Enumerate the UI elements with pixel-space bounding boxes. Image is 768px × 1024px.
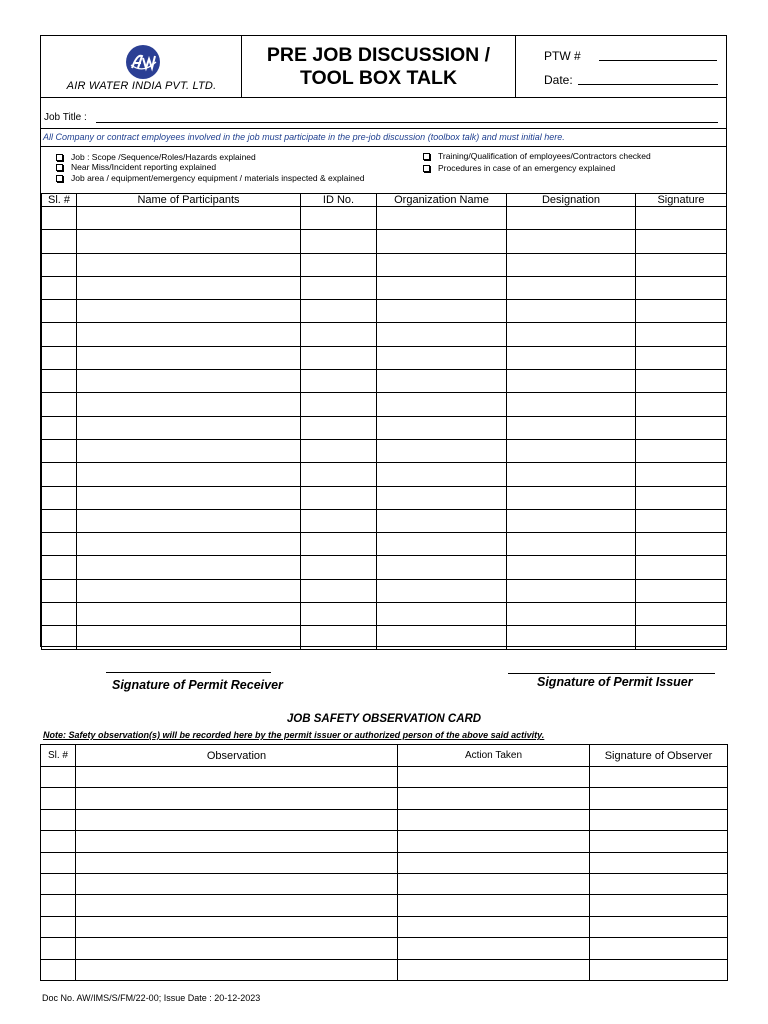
table-cell[interactable] (41, 916, 76, 937)
table-cell[interactable] (377, 579, 507, 602)
checkbox-icon[interactable] (56, 175, 63, 182)
table-cell[interactable] (590, 767, 728, 788)
table-cell[interactable] (377, 509, 507, 532)
observation-table (40, 744, 728, 981)
job-title-field[interactable] (96, 122, 718, 123)
ptw-cell (516, 36, 726, 97)
table-cell[interactable] (636, 230, 727, 253)
participation-notice: All Company or contract employees involved in the job must participate in the pre-job discussion (toolbox talk) and must initial here. (43, 132, 565, 142)
table-cell[interactable] (507, 230, 636, 253)
table-cell[interactable] (377, 486, 507, 509)
table-row (42, 579, 727, 602)
table-cell[interactable] (636, 416, 727, 439)
checklist-item[interactable]: Job : Scope /Sequence/Roles/Hazards explained (56, 152, 256, 162)
table-cell[interactable] (42, 556, 77, 579)
table-cell[interactable] (301, 276, 377, 299)
table-cell[interactable] (76, 916, 398, 937)
table-row (42, 323, 727, 346)
table-row (42, 370, 727, 393)
table-cell[interactable] (42, 463, 77, 486)
table-cell[interactable] (377, 346, 507, 369)
table-row (42, 486, 727, 509)
table-cell[interactable] (301, 579, 377, 602)
table-cell[interactable] (398, 916, 590, 937)
checkbox-icon[interactable] (423, 165, 430, 172)
table-row (42, 276, 727, 299)
table-cell[interactable] (636, 300, 727, 323)
table-row (41, 938, 728, 959)
table-cell[interactable] (636, 556, 727, 579)
table-row (42, 439, 727, 462)
table-cell[interactable] (301, 300, 377, 323)
table-cell[interactable] (301, 439, 377, 462)
table-row (42, 230, 727, 253)
table-cell[interactable] (77, 533, 301, 556)
table-cell[interactable] (398, 788, 590, 809)
table-cell[interactable] (590, 809, 728, 830)
table-cell[interactable] (42, 603, 77, 626)
table-cell[interactable] (76, 767, 398, 788)
table-cell[interactable] (301, 626, 377, 649)
issuer-signature-label: Signature of Permit Issuer (537, 675, 693, 689)
table-cell[interactable] (377, 463, 507, 486)
table-cell[interactable] (377, 626, 507, 649)
table-cell[interactable] (507, 346, 636, 369)
table-cell[interactable] (507, 416, 636, 439)
table-cell[interactable] (77, 603, 301, 626)
table-cell[interactable] (377, 300, 507, 323)
table-cell[interactable] (77, 579, 301, 602)
table-cell[interactable] (301, 323, 377, 346)
table-cell[interactable] (507, 207, 636, 230)
issuer-signature-line[interactable] (508, 673, 715, 674)
table-row (41, 788, 728, 809)
table-cell[interactable] (398, 852, 590, 873)
table-cell[interactable] (301, 393, 377, 416)
table-cell[interactable] (42, 323, 77, 346)
table-row (42, 533, 727, 556)
table-cell[interactable] (301, 230, 377, 253)
table-cell[interactable] (76, 788, 398, 809)
table-cell[interactable] (636, 276, 727, 299)
table-cell[interactable] (77, 370, 301, 393)
table-cell[interactable] (377, 439, 507, 462)
table-cell[interactable] (507, 579, 636, 602)
table-row (42, 556, 727, 579)
table-cell[interactable] (301, 509, 377, 532)
col-sl-no: Sl. # (42, 194, 77, 207)
table-cell[interactable] (636, 509, 727, 532)
table-cell[interactable] (590, 938, 728, 959)
table-cell[interactable] (377, 253, 507, 276)
table-cell[interactable] (76, 831, 398, 852)
table-cell[interactable] (41, 873, 76, 894)
ptw-field[interactable] (599, 60, 717, 61)
table-cell[interactable] (42, 626, 77, 649)
table-cell[interactable] (590, 916, 728, 937)
table-cell[interactable] (42, 533, 77, 556)
table-cell[interactable] (301, 556, 377, 579)
table-cell[interactable] (77, 626, 301, 649)
checkbox-icon[interactable] (423, 153, 430, 160)
table-cell[interactable] (636, 486, 727, 509)
table-cell[interactable] (77, 509, 301, 532)
company-logo (125, 44, 161, 80)
table-cell[interactable] (636, 603, 727, 626)
col-action-taken: Action Taken (398, 745, 590, 767)
table-cell[interactable] (590, 831, 728, 852)
table-cell[interactable] (507, 509, 636, 532)
table-cell[interactable] (42, 276, 77, 299)
date-label: Date: (544, 73, 573, 87)
table-cell[interactable] (76, 895, 398, 916)
table-cell[interactable] (42, 579, 77, 602)
table-cell[interactable] (301, 346, 377, 369)
table-row (41, 809, 728, 830)
table-row (41, 767, 728, 788)
logo-cell (41, 36, 242, 97)
table-cell[interactable] (42, 509, 77, 532)
table-cell[interactable] (42, 207, 77, 230)
col-obs-sl-no: Sl. # (41, 745, 76, 767)
table-row (42, 300, 727, 323)
checkbox-icon[interactable] (56, 154, 63, 161)
table-cell[interactable] (76, 938, 398, 959)
table-cell[interactable] (398, 831, 590, 852)
table-row (42, 416, 727, 439)
table-cell[interactable] (76, 873, 398, 894)
table-cell[interactable] (636, 253, 727, 276)
table-cell[interactable] (41, 895, 76, 916)
table-row (41, 873, 728, 894)
table-cell[interactable] (377, 370, 507, 393)
table-row (42, 603, 727, 626)
table-cell[interactable] (636, 370, 727, 393)
table-cell[interactable] (636, 463, 727, 486)
table-cell[interactable] (377, 393, 507, 416)
table-cell[interactable] (377, 323, 507, 346)
table-cell[interactable] (42, 416, 77, 439)
checkbox-icon[interactable] (56, 164, 63, 171)
table-cell[interactable] (636, 533, 727, 556)
table-cell[interactable] (590, 895, 728, 916)
table-cell[interactable] (77, 439, 301, 462)
table-cell[interactable] (507, 323, 636, 346)
table-cell[interactable] (636, 323, 727, 346)
table-cell[interactable] (41, 831, 76, 852)
table-cell[interactable] (590, 959, 728, 980)
table-cell[interactable] (636, 207, 727, 230)
table-cell[interactable] (41, 767, 76, 788)
table-cell[interactable] (636, 626, 727, 649)
table-cell[interactable] (77, 323, 301, 346)
table-cell[interactable] (77, 230, 301, 253)
table-cell[interactable] (77, 207, 301, 230)
table-row (42, 509, 727, 532)
table-cell[interactable] (77, 253, 301, 276)
pre-job-form (40, 35, 727, 647)
table-cell[interactable] (301, 253, 377, 276)
checklist-item[interactable]: Training/Qualification of employees/Contractors checked (423, 151, 651, 161)
table-cell[interactable] (507, 603, 636, 626)
table-row (42, 626, 727, 649)
table-cell[interactable] (76, 809, 398, 830)
table-cell[interactable] (507, 626, 636, 649)
document-number: Doc No. AW/IMS/S/FM/22-00; Issue Date : 20-12-2023 (42, 993, 261, 1003)
table-cell[interactable] (377, 533, 507, 556)
observation-note: Note: Safety observation(s) will be recorded here by the permit issuer or authorized person of the above said activity. (43, 730, 545, 740)
table-row (41, 895, 728, 916)
table-cell[interactable] (301, 370, 377, 393)
table-row (42, 463, 727, 486)
table-cell[interactable] (41, 959, 76, 980)
table-cell[interactable] (507, 486, 636, 509)
receiver-signature-label: Signature of Permit Receiver (112, 678, 283, 692)
table-cell[interactable] (636, 439, 727, 462)
table-cell[interactable] (590, 873, 728, 894)
table-row (42, 393, 727, 416)
checklist-item[interactable]: Procedures in case of an emergency explained (423, 163, 615, 173)
table-cell[interactable] (41, 788, 76, 809)
table-cell[interactable] (398, 809, 590, 830)
table-cell[interactable] (77, 393, 301, 416)
job-title-label: Job Title : (44, 112, 87, 123)
table-row (41, 959, 728, 980)
table-cell[interactable] (301, 463, 377, 486)
table-cell[interactable] (590, 852, 728, 873)
participants-header-row (42, 194, 727, 207)
table-row (41, 916, 728, 937)
table-cell[interactable] (507, 253, 636, 276)
divider (41, 146, 726, 147)
table-cell[interactable] (41, 852, 76, 873)
checklist-item[interactable]: Near Miss/Incident reporting explained (56, 162, 216, 172)
col-id-no: ID No. (301, 194, 377, 207)
table-cell[interactable] (507, 276, 636, 299)
table-cell[interactable] (507, 556, 636, 579)
table-cell[interactable] (77, 276, 301, 299)
table-cell[interactable] (42, 370, 77, 393)
table-cell[interactable] (507, 533, 636, 556)
table-cell[interactable] (301, 533, 377, 556)
table-cell[interactable] (41, 938, 76, 959)
table-cell[interactable] (507, 370, 636, 393)
table-cell[interactable] (636, 346, 727, 369)
table-cell[interactable] (636, 579, 727, 602)
table-cell[interactable] (42, 346, 77, 369)
form-title-line2: TOOL BOX TALK (299, 67, 458, 89)
table-cell[interactable] (301, 207, 377, 230)
table-cell[interactable] (77, 463, 301, 486)
table-cell[interactable] (398, 895, 590, 916)
table-cell[interactable] (76, 959, 398, 980)
table-cell[interactable] (301, 416, 377, 439)
observation-header-row (41, 745, 728, 767)
table-cell[interactable] (77, 346, 301, 369)
table-cell[interactable] (377, 603, 507, 626)
table-cell[interactable] (377, 556, 507, 579)
table-cell[interactable] (301, 603, 377, 626)
form-title-cell (242, 36, 516, 97)
table-row (42, 207, 727, 230)
table-cell[interactable] (301, 486, 377, 509)
table-cell[interactable] (77, 556, 301, 579)
col-organization: Organization Name (377, 194, 507, 207)
divider (41, 128, 726, 129)
table-cell[interactable] (42, 486, 77, 509)
table-cell[interactable] (507, 439, 636, 462)
table-cell[interactable] (507, 393, 636, 416)
table-cell[interactable] (507, 300, 636, 323)
col-participant-name: Name of Participants (77, 194, 301, 207)
table-cell[interactable] (41, 809, 76, 830)
form-title-line1: PRE JOB DISCUSSION / (266, 44, 491, 66)
table-cell[interactable] (76, 852, 398, 873)
participants-table (41, 193, 727, 650)
table-row (41, 852, 728, 873)
table-cell[interactable] (377, 230, 507, 253)
company-name: AIR WATER INDIA PVT. LTD. (66, 80, 217, 92)
table-cell[interactable] (507, 463, 636, 486)
table-row (41, 831, 728, 852)
table-cell[interactable] (377, 207, 507, 230)
table-cell[interactable] (77, 486, 301, 509)
table-cell[interactable] (398, 767, 590, 788)
table-cell[interactable] (77, 300, 301, 323)
checklist-item[interactable]: Job area / equipment/emergency equipment / materials inspected & explained (56, 173, 364, 183)
table-cell[interactable] (377, 276, 507, 299)
table-cell[interactable] (377, 416, 507, 439)
table-cell[interactable] (42, 253, 77, 276)
col-designation: Designation (507, 194, 636, 207)
col-observer-signature: Signature of Observer (590, 745, 728, 767)
observation-card-title: JOB SAFETY OBSERVATION CARD (286, 713, 482, 725)
table-cell[interactable] (398, 938, 590, 959)
table-row (42, 346, 727, 369)
table-row (42, 253, 727, 276)
table-cell[interactable] (636, 393, 727, 416)
table-cell[interactable] (42, 300, 77, 323)
table-cell[interactable] (590, 788, 728, 809)
table-cell[interactable] (42, 230, 77, 253)
date-field[interactable] (578, 84, 718, 85)
ptw-label: PTW # (544, 49, 581, 63)
table-cell[interactable] (77, 416, 301, 439)
table-cell[interactable] (42, 439, 77, 462)
col-observation: Observation (76, 745, 398, 767)
table-cell[interactable] (42, 393, 77, 416)
form-header (41, 36, 726, 98)
table-cell[interactable] (398, 873, 590, 894)
receiver-signature-line[interactable] (106, 672, 271, 673)
col-signature: Signature (636, 194, 727, 207)
table-cell[interactable] (398, 959, 590, 980)
